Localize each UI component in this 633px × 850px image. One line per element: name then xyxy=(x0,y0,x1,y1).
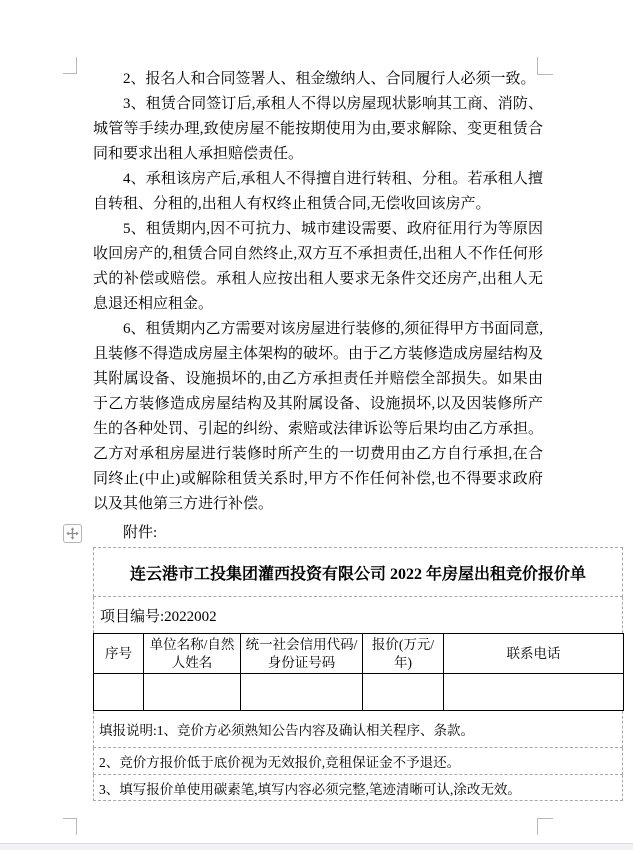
clause-3: 3、租赁合同签订后,承租人不得以房屋现状影响其工商、消防、城管等手续办理,致使房屋不能按期使用为由,要求解除、变更租赁合同和要求出租人承担赔偿责任。 xyxy=(93,96,543,162)
note-instructions-3: 3、填写报价单使用碳素笔,填写内容必须完整,笔迹清晰可认,涂改无效。 xyxy=(93,775,623,801)
bid-table-empty-row xyxy=(94,674,624,711)
attachment-label: 附件: xyxy=(123,525,158,541)
margin-crop-mark-bottom-right xyxy=(537,818,553,835)
note-instructions-2: 2、竞价方报价低于底价视为无效报价,竞租保证金不予退还。 xyxy=(93,748,623,775)
project-number: 项目编号:2022002 xyxy=(93,597,623,633)
clause-5: 5、租赁期内,因不可抗力、城市建设需要、政府征用行为等原因收回房产的,租赁合同自然终止,双方互不承担责任,出租人不作任何形式的补偿或赔偿。承租人应按出租人要求无条件交还房产,出租人无息退还相应租金。 xyxy=(93,221,543,312)
bid-table xyxy=(93,633,624,711)
col-header-contact-phone: 联系电话 xyxy=(444,634,624,674)
empty-cell-bidder-name[interactable] xyxy=(144,674,241,711)
empty-cell-credit-code[interactable] xyxy=(241,674,363,711)
col-header-credit-code: 统一社会信用代码/身份证号码 xyxy=(241,634,363,674)
table-move-handle[interactable] xyxy=(63,524,82,543)
bid-table-header-row xyxy=(94,634,624,674)
margin-crop-mark-bottom-left xyxy=(63,818,77,835)
clause-6: 6、租赁期内乙方需要对该房屋进行装修的,须征得甲方书面同意,且装修不得造成房屋主体架构的破坏。由于乙方装修造成房屋结构及其附属设备、设施损坏的,由乙方承担责任并赔偿全部损失。如果由于乙方装修造成房屋结构及其附属设备、设施损坏,以及因装修所产生的各种处罚、引起的纠纷、索赔或法律诉讼等后果均由乙方承担。乙方对承租房屋进行装修时所产生的一切费用由乙方自行承担,在合同终止(中止)或解除租赁关系时,甲方不作任何补偿,也不得要求政府以及其他第三方进行补偿。 xyxy=(93,321,544,512)
empty-cell-contact-phone[interactable] xyxy=(444,674,624,711)
empty-cell-serial-number[interactable] xyxy=(94,674,144,711)
clause-2: 2、报名人和合同签署人、租金缴纳人、合同履行人必须一致。 xyxy=(123,71,536,87)
note-instructions-1: 填报说明:1、竞价方必须熟知公告内容及确认相关程序、条款。 xyxy=(93,711,623,748)
col-header-bid-price: 报价(万元/年) xyxy=(363,634,444,674)
bid-form-title: 连云港市工投集团灌西投资有限公司 2022 年房屋出租竞价报价单 xyxy=(93,547,623,597)
window-bottom-edge xyxy=(0,843,633,850)
move-icon xyxy=(66,527,79,540)
clause-4: 4、承租该房产后,承租人不得擅自进行转租、分租。若承租人擅自转租、分租的,出租人有权终止租赁合同,无偿收回该房产。 xyxy=(93,171,543,212)
empty-cell-bid-price[interactable] xyxy=(363,674,444,711)
col-header-serial-number: 序号 xyxy=(94,634,144,674)
col-header-bidder-name: 单位名称/自然人姓名 xyxy=(144,634,241,674)
attachment-table xyxy=(93,547,623,801)
margin-crop-mark-top-left xyxy=(63,57,77,74)
contract-clauses xyxy=(93,67,543,517)
